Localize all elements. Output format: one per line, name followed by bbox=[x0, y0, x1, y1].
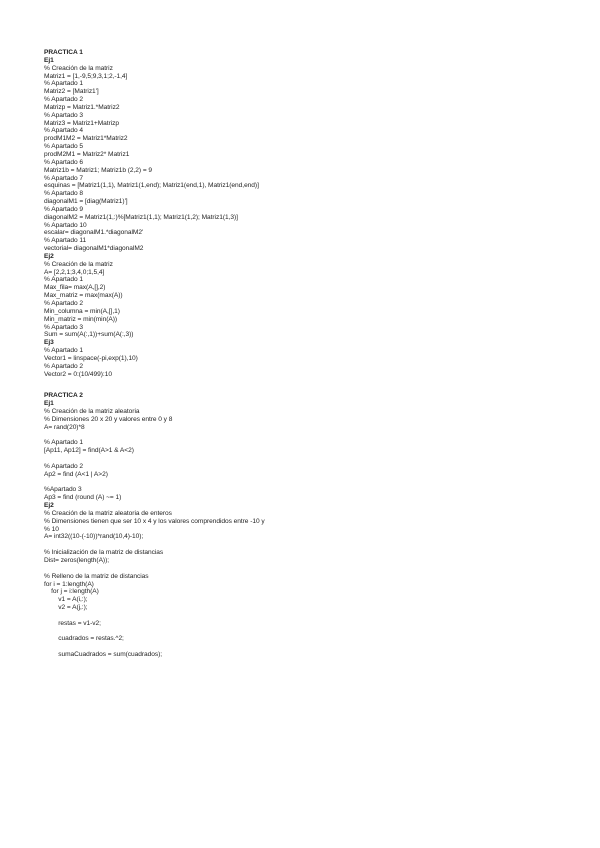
comment-line: % Apartado 2 bbox=[44, 300, 83, 307]
code-line: escalar= diagonalM1.*diagonalM2' bbox=[44, 229, 144, 237]
code-line: cuadrados = restas.^2; bbox=[44, 635, 124, 643]
comment-line: % Apartado 1 bbox=[44, 347, 83, 355]
blank-line bbox=[44, 628, 584, 636]
comment-line: % Apartado 2 bbox=[44, 96, 83, 104]
comment-line: % Apartado 9 bbox=[44, 205, 83, 213]
code-line: Min_matriz = min(min(A)) bbox=[44, 315, 117, 323]
comment-line: % Apartado 3 bbox=[44, 111, 83, 119]
section-heading: Ej2 bbox=[44, 252, 54, 260]
comment-line: % 10 bbox=[44, 525, 59, 533]
code-line: Matriz2 = [Matriz1'] bbox=[44, 88, 99, 96]
comment-line: % Apartado 10 bbox=[44, 221, 87, 229]
code-line: Sum = sum(A(:,1))+sum(A(:,3)) bbox=[44, 331, 134, 339]
code-line: Ap3 = find (round (A) ~= 1) bbox=[44, 494, 122, 502]
comment-line: %Apartado 3 bbox=[44, 486, 82, 494]
code-line: restas = v1-v2; bbox=[44, 619, 101, 627]
code-line: prodM1M2 = Matriz1*Matriz2 bbox=[44, 135, 128, 143]
comment-line: % Apartado 4 bbox=[44, 127, 83, 135]
section-heading: PRACTICA 1 bbox=[44, 49, 83, 56]
code-line: Max_matriz = max(max(A)) bbox=[44, 292, 123, 300]
comment-line: % Creación de la matriz aleatoria bbox=[44, 407, 140, 415]
code-line: Max_fila= max(A,[],2) bbox=[44, 284, 106, 292]
comment-line: % Apartado 1 bbox=[44, 439, 83, 447]
code-line: for j = i:length(A) bbox=[44, 588, 99, 596]
section-heading: Ej1 bbox=[44, 400, 54, 408]
code-line: esquinas = [Matriz1(1,1), Matriz1(1,end); Matriz1(end,1), Matriz1(end,end)] bbox=[44, 182, 259, 190]
comment-line: % Apartado 6 bbox=[44, 158, 83, 166]
code-line: sumaCuadrados = sum(cuadrados); bbox=[44, 651, 163, 659]
comment-line: % Apartado 2 bbox=[44, 362, 83, 370]
comment-line: % Apartado 1 bbox=[44, 276, 83, 284]
code-line: Matriz3 = Matriz1+Matrizp bbox=[44, 119, 119, 127]
blank-line bbox=[44, 612, 584, 620]
code-line: A= [2,2,1;3,4,0;1,5,4] bbox=[44, 268, 105, 276]
comment-line: % Apartado 7 bbox=[44, 174, 83, 182]
section-heading: Ej3 bbox=[44, 339, 54, 347]
code-line: for i = 1:length(A) bbox=[44, 580, 94, 588]
code-line: [Ap11, Ap12] = find(A>1 & A<2) bbox=[44, 447, 134, 455]
comment-line: % Apartado 3 bbox=[44, 323, 83, 331]
comment-line: % Creación de la matriz aleatoria de enteros bbox=[44, 509, 172, 517]
comment-line: % Inicialización de la matriz de distancias bbox=[44, 549, 164, 557]
code-line: Dist= zeros(length(A)); bbox=[44, 557, 109, 564]
blank-line bbox=[44, 455, 584, 463]
comment-line: % Apartado 1 bbox=[44, 80, 83, 88]
comment-line: % Apartado 2 bbox=[44, 462, 83, 470]
code-line: v2 = A(j,:); bbox=[44, 604, 88, 612]
section-heading: Ej2 bbox=[44, 502, 54, 510]
blank-line bbox=[44, 643, 584, 651]
code-line: Matriz1b = Matriz1; Matriz1b (2,2) = 9 bbox=[44, 166, 153, 174]
code-line: diagonalM1 = [diag(Matriz1)'] bbox=[44, 198, 128, 206]
blank-line bbox=[44, 432, 584, 440]
section-heading: Ej1 bbox=[44, 56, 54, 64]
code-line: Matriz1 = [1,-9,5;9,3,1;2,-1,4] bbox=[44, 72, 128, 80]
code-listing bbox=[44, 49, 584, 659]
blank-line bbox=[44, 378, 584, 386]
comment-line: % Creación de la matriz bbox=[44, 260, 113, 268]
code-line: prodM2M1 = Matriz2* Matriz1 bbox=[44, 150, 130, 158]
code-line: Vector1 = linspace(-pi,exp(1),10) bbox=[44, 354, 138, 362]
comment-line: % Creación de la matriz bbox=[44, 64, 113, 72]
code-line: v1 = A(i,:); bbox=[44, 596, 88, 604]
comment-line: % Apartado 11 bbox=[44, 237, 87, 245]
comment-line: % Apartado 8 bbox=[44, 190, 83, 198]
code-line: vectorial= diagonalM1*diagonalM2 bbox=[44, 245, 144, 253]
blank-line bbox=[44, 565, 584, 573]
code-line: A= rand(20)*8 bbox=[44, 423, 85, 431]
comment-line: % Dimensiones 20 x 20 y valores entre 0 y 8 bbox=[44, 415, 173, 423]
blank-line bbox=[44, 541, 584, 549]
code-line: Matrizp = Matriz1.*Matriz2 bbox=[44, 103, 120, 111]
section-heading: PRACTICA 2 bbox=[44, 392, 83, 400]
code-line: Min_columna = min(A,[],1) bbox=[44, 307, 120, 315]
comment-line: % Relleno de la matriz de distancias bbox=[44, 572, 149, 580]
blank-line bbox=[44, 479, 584, 487]
code-line: Ap2 = find (A<1 | A>2) bbox=[44, 470, 108, 478]
comment-line: % Apartado 5 bbox=[44, 143, 83, 151]
code-line: A= int32((10-(-10))*rand(10,4)-10); bbox=[44, 533, 144, 541]
comment-line: % Dimensiones tienen que ser 10 x 4 y los valores comprendidos entre -10 y bbox=[44, 517, 265, 525]
code-line: diagonalM2 = Matriz1(1,:)%[Matriz1(1,1); Matriz1(1,2); Matriz1(1,3)] bbox=[44, 213, 238, 221]
code-line: Vector2 = 0:(10/499):10 bbox=[44, 370, 112, 378]
